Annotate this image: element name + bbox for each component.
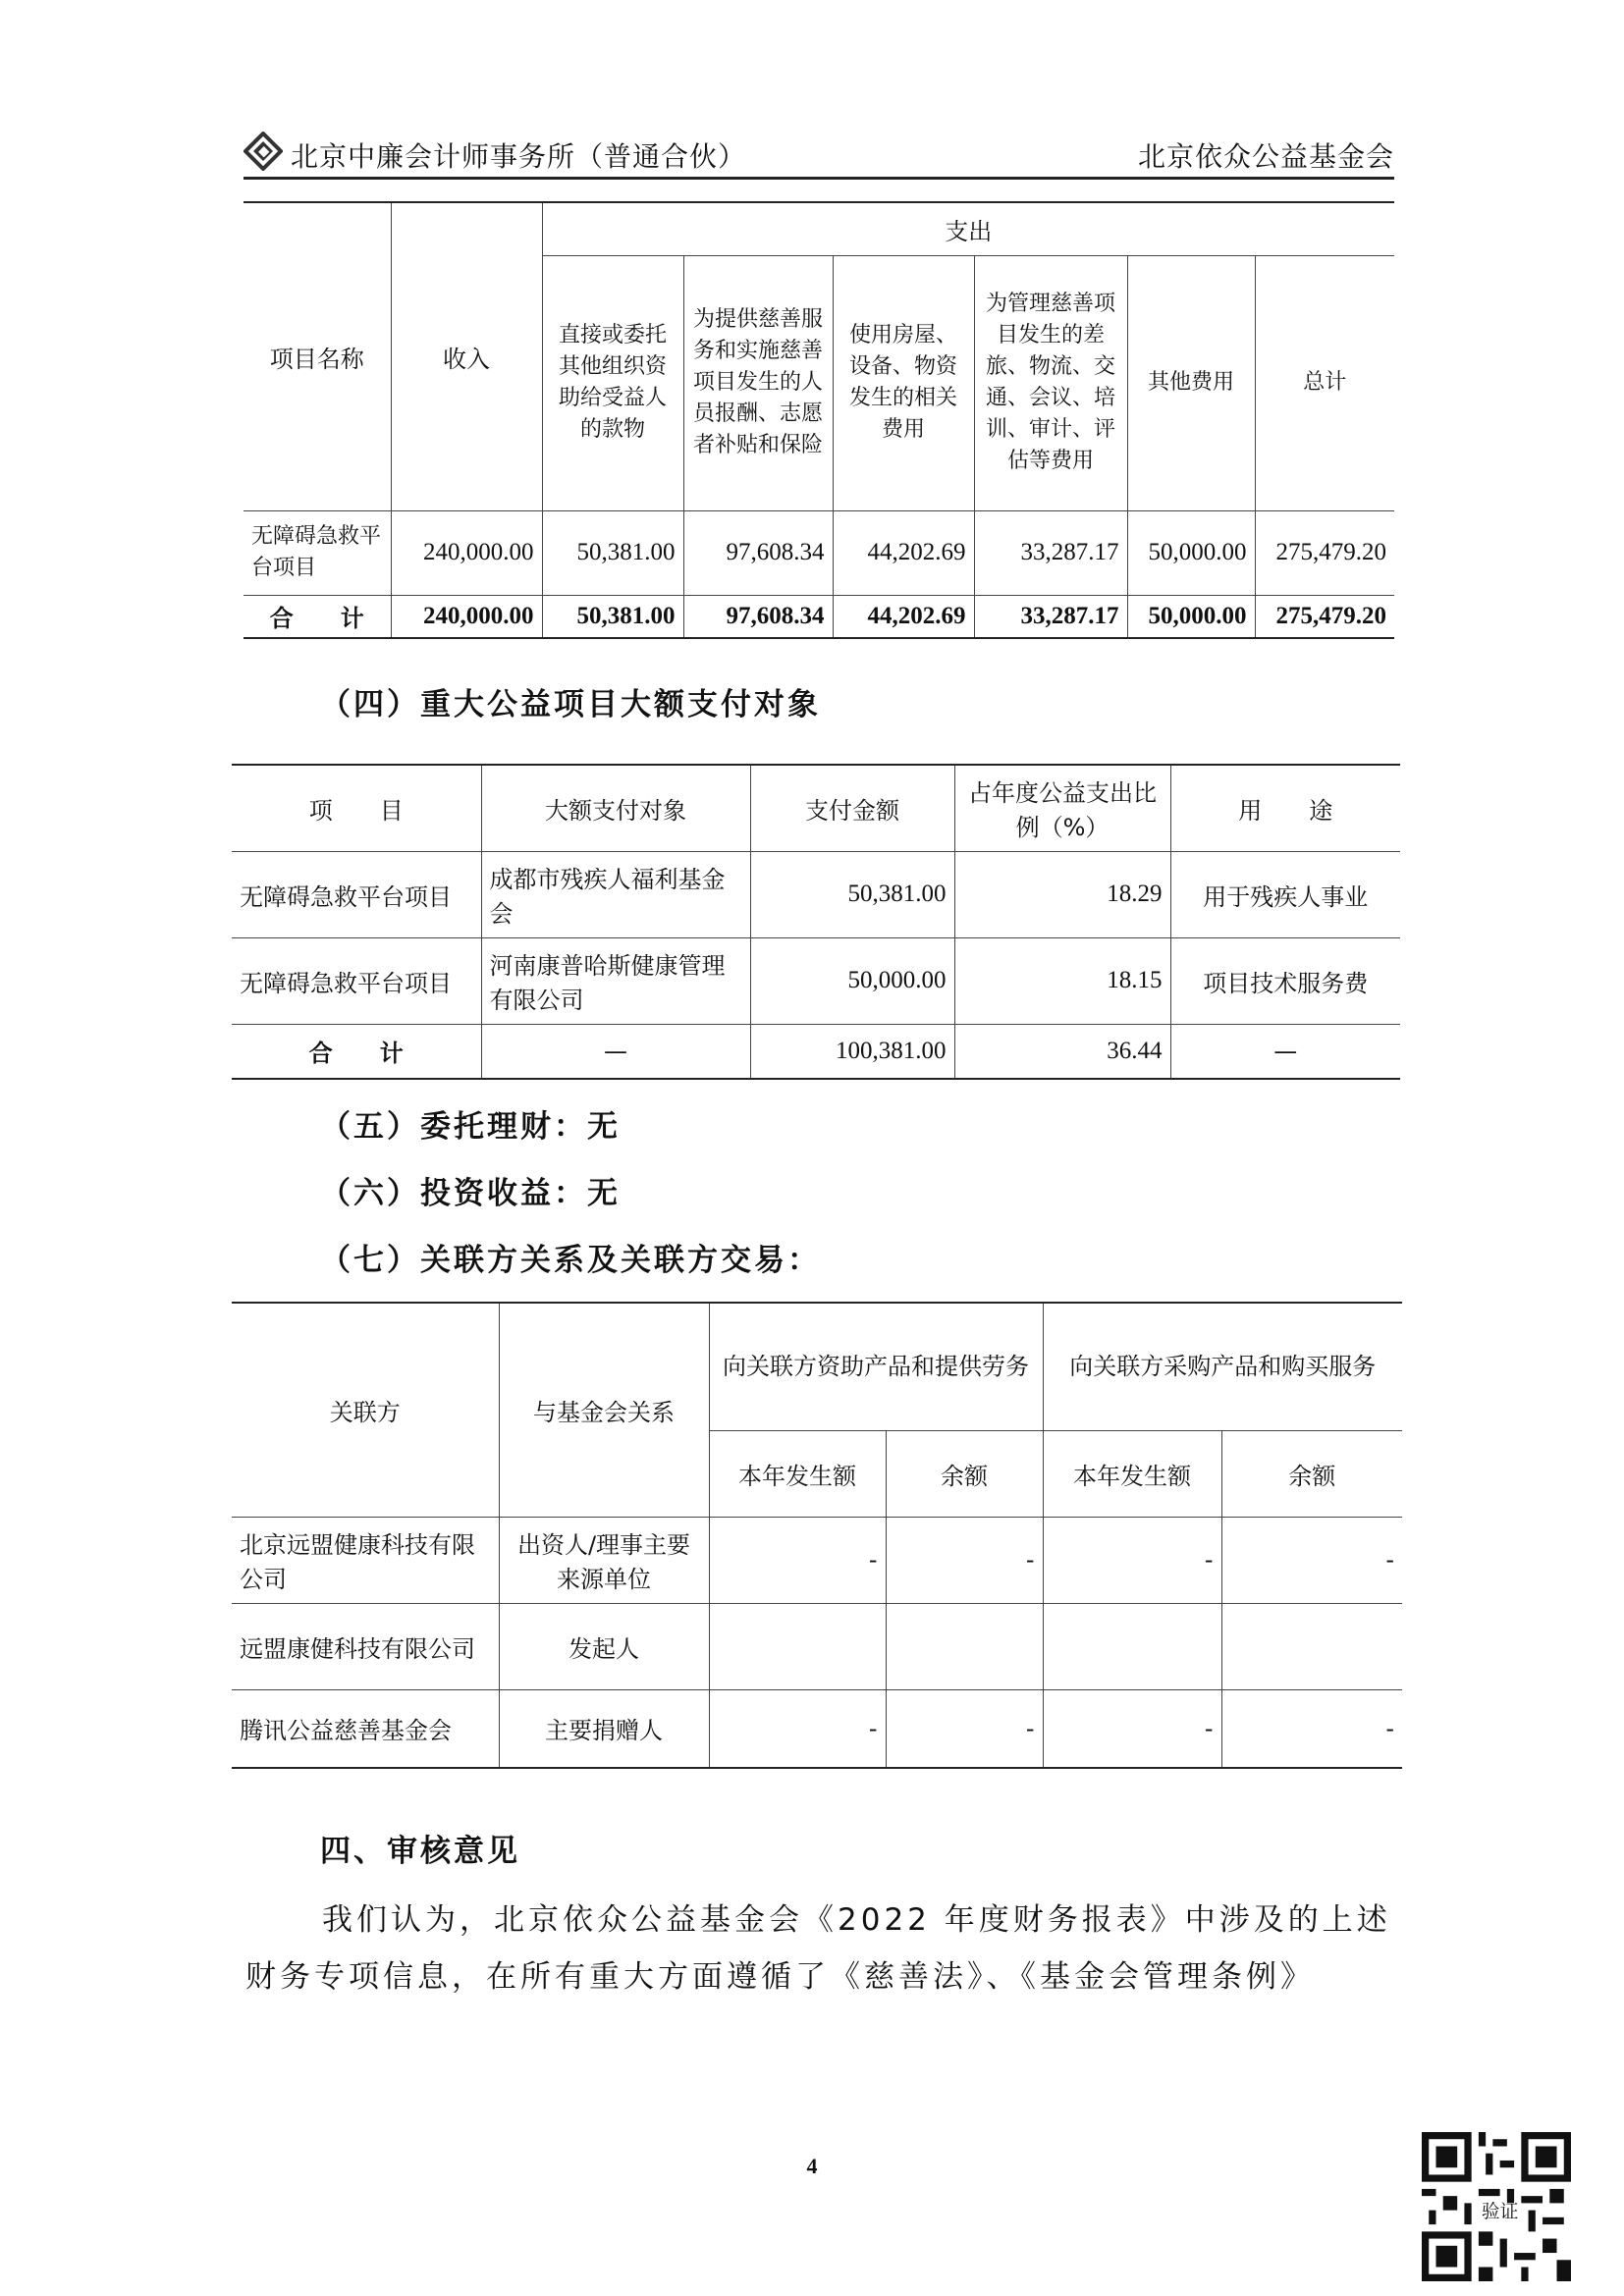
large-payment-table: [232, 764, 1400, 1080]
cell: 33,287.17: [974, 510, 1127, 595]
cell: -: [1043, 1517, 1221, 1603]
col-ratio: 占年度公益支出比例（%）: [954, 765, 1170, 851]
sub-col-other: 其他费用: [1127, 255, 1255, 510]
table-row: [232, 1603, 1402, 1689]
project-income-expense-table: [244, 201, 1394, 639]
section-heading-4: （四）重大公益项目大额支付对象: [320, 687, 821, 722]
cell: 97,608.34: [683, 510, 833, 595]
cell: 项目技术服务费: [1170, 937, 1400, 1024]
firm-logo-icon: [244, 132, 283, 171]
cell: 275,479.20: [1255, 595, 1394, 638]
total-label: 合 计: [232, 1024, 481, 1079]
cell: 100,381.00: [750, 1024, 954, 1079]
row-name: 无障碍急救平台项目: [244, 510, 391, 595]
cell: 无障碍急救平台项目: [232, 937, 481, 1024]
table-row: [232, 937, 1400, 1024]
cell: 主要捐赠人: [499, 1689, 709, 1768]
cell: 用于残疾人事业: [1170, 851, 1400, 937]
cell: -: [1043, 1689, 1221, 1768]
cell: 出资人/理事主要来源单位: [499, 1517, 709, 1603]
cell: 腾讯公益慈善基金会: [232, 1689, 499, 1768]
cell: 成都市残疾人福利基金会: [481, 851, 750, 937]
table-total-row: [244, 595, 1394, 638]
sub-col-personnel: 为提供慈善服务和实施慈善项目发生的人员报酬、志愿者补贴和保险: [683, 255, 833, 510]
col-purpose: 用 途: [1170, 765, 1400, 851]
cell: 18.15: [954, 937, 1170, 1024]
cell: 远盟康健科技有限公司: [232, 1603, 499, 1689]
col-relation: 与基金会关系: [499, 1303, 709, 1517]
cell: 北京远盟健康科技有限公司: [232, 1517, 499, 1603]
cell: [886, 1603, 1043, 1689]
section-heading-5: （五）委托理财：无: [320, 1109, 621, 1145]
col-project-name: 项目名称: [244, 202, 391, 510]
cell: -: [886, 1689, 1043, 1768]
cell: 33,287.17: [974, 595, 1127, 638]
cell: 50,381.00: [542, 510, 683, 595]
cell: 240,000.00: [391, 510, 542, 595]
cell: -: [886, 1517, 1043, 1603]
table-row: [232, 1689, 1402, 1768]
firm-name: 北京中廉会计师事务所（普通合伙）: [291, 140, 747, 173]
qr-label: 验证: [1481, 2201, 1519, 2222]
section-heading-review: 四、审核意见: [320, 1834, 520, 1869]
cell: 50,000.00: [1127, 510, 1255, 595]
cell: 44,202.69: [833, 595, 974, 638]
cell: 18.29: [954, 851, 1170, 937]
cell: 无障碍急救平台项目: [232, 851, 481, 937]
sub-col-management: 为管理慈善项目发生的差旅、物流、交通、会议、培训、审计、评估等费用: [974, 255, 1127, 510]
section-heading-6: （六）投资收益：无: [320, 1176, 621, 1211]
col-related-party: 关联方: [232, 1303, 499, 1517]
cell: [709, 1603, 886, 1689]
cell: 50,381.00: [542, 595, 683, 638]
sub-col-direct-aid: 直接或委托其他组织资助给受益人的款物: [542, 255, 683, 510]
cell: -: [709, 1689, 886, 1768]
col-payee: 大额支付对象: [481, 765, 750, 851]
cell: -: [1221, 1689, 1402, 1768]
table-row: [232, 851, 1400, 937]
qr-code-icon: [1422, 2132, 1571, 2281]
page-number: 4: [806, 2154, 818, 2178]
cell: 275,479.20: [1255, 510, 1394, 595]
sub-col-total: 总计: [1255, 255, 1394, 510]
cell: [1043, 1603, 1221, 1689]
sub-col-year-amount: 本年发生额: [1043, 1430, 1221, 1517]
cell: 50,381.00: [750, 851, 954, 937]
page-header: [244, 126, 1394, 180]
col-purchases: 向关联方采购产品和购买服务: [1043, 1303, 1402, 1430]
sub-col-year-amount: 本年发生额: [709, 1430, 886, 1517]
cell: —: [481, 1024, 750, 1079]
cell: -: [1221, 1517, 1402, 1603]
cell: 50,000.00: [750, 937, 954, 1024]
cell: 97,608.34: [683, 595, 833, 638]
col-expense: 支出: [542, 202, 1394, 255]
sub-col-balance: 余额: [1221, 1430, 1402, 1517]
cell: 240,000.00: [391, 595, 542, 638]
cell: 50,000.00: [1127, 595, 1255, 638]
cell: 河南康普哈斯健康管理有限公司: [481, 937, 750, 1024]
sub-col-balance: 余额: [886, 1430, 1043, 1517]
table-total-row: [232, 1024, 1400, 1079]
cell: 44,202.69: [833, 510, 974, 595]
col-amount: 支付金额: [750, 765, 954, 851]
cell: [1221, 1603, 1402, 1689]
cell: 发起人: [499, 1603, 709, 1689]
client-name: 北京依众公益基金会: [1137, 140, 1394, 173]
col-income: 收入: [391, 202, 542, 510]
related-party-table: [232, 1302, 1402, 1769]
col-item: 项 目: [232, 765, 481, 851]
cell: —: [1170, 1024, 1400, 1079]
table-row: [244, 510, 1394, 595]
section-heading-7: （七）关联方关系及关联方交易：: [320, 1243, 821, 1278]
cell: -: [709, 1517, 886, 1603]
table-row: [232, 1517, 1402, 1603]
cell: 36.44: [954, 1024, 1170, 1079]
col-fund-provided: 向关联方资助产品和提供劳务: [709, 1303, 1043, 1430]
review-paragraph: 我们认为，北京依众公益基金会《2022 年度财务报表》中涉及的上述财务专项信息，在所有重大方面遵循了《慈善法》、《基金会管理条例》: [245, 1902, 1391, 1995]
total-label: 合 计: [244, 595, 391, 638]
sub-col-premises: 使用房屋、设备、物资发生的相关费用: [833, 255, 974, 510]
